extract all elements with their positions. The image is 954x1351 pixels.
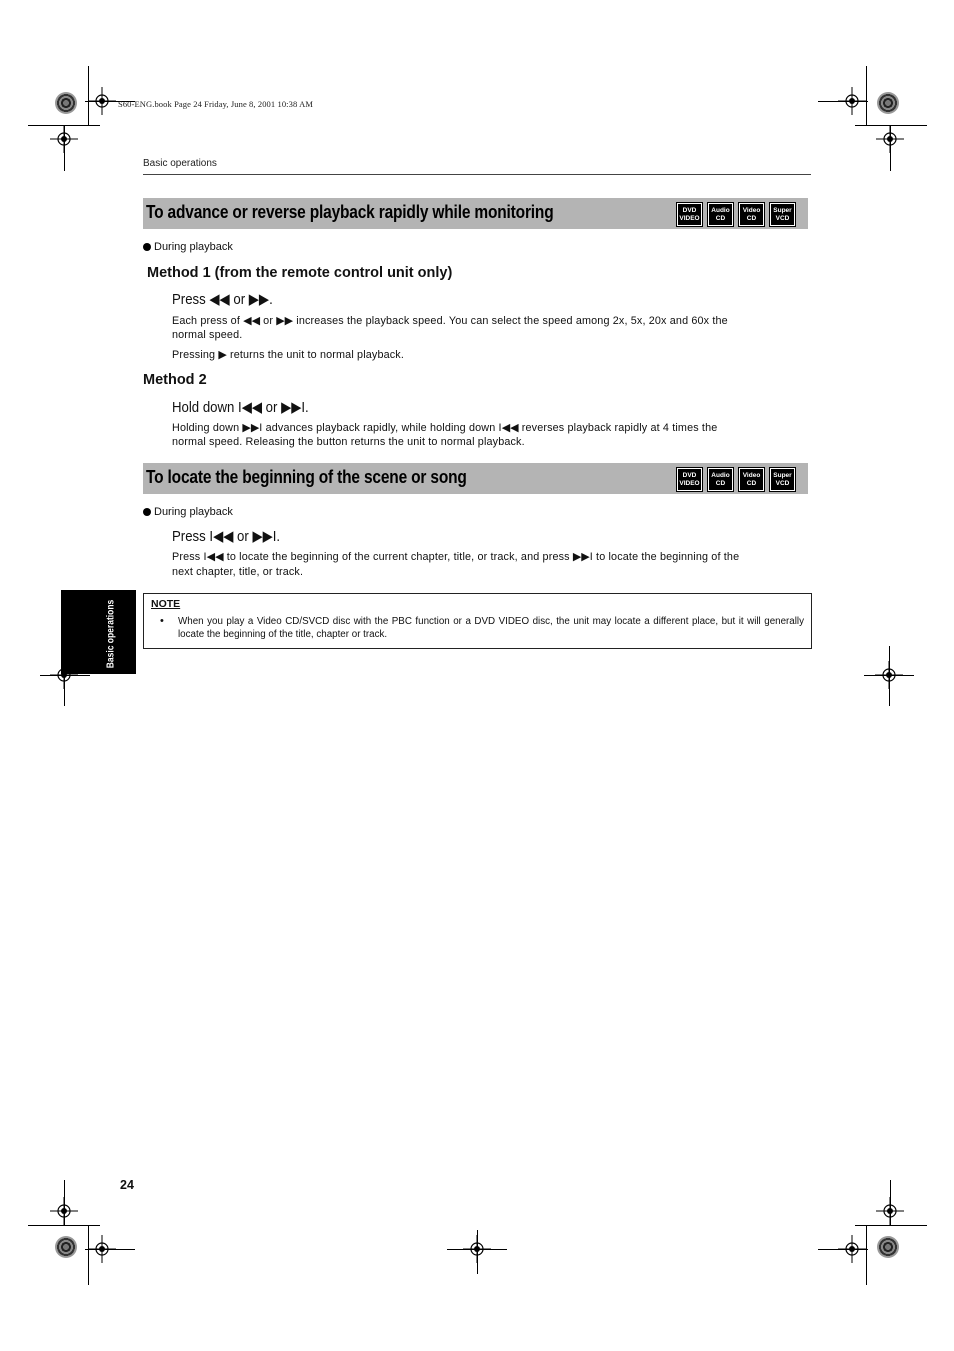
file-info-slug: S60-ENG.book Page 24 Friday, June 8, 2001 10:38 AM xyxy=(118,99,313,109)
note-text: When you play a Video CD/SVCD disc with the PBC function or a DVD VIDEO disc, the unit may locate a different place, but it will generally locate the beginning of the title, chapter or track. xyxy=(178,616,804,640)
header-rule xyxy=(143,174,811,175)
registration-disc-icon xyxy=(55,92,77,114)
video-cd-badge: Video CD xyxy=(739,203,764,226)
crosshair-icon xyxy=(88,1235,116,1263)
super-vcd-badge: Super VCD xyxy=(770,468,795,491)
condition-text: During playback xyxy=(143,241,233,253)
condition-text: During playback xyxy=(143,506,233,518)
crosshair-icon xyxy=(88,87,116,115)
audio-cd-badge: Audio CD xyxy=(708,468,733,491)
method-title: Method 1 (from the remote control unit only) xyxy=(147,265,453,281)
registration-disc-icon xyxy=(877,1236,899,1258)
disc-type-badges xyxy=(677,203,795,226)
crosshair-icon xyxy=(838,87,866,115)
section-label: Basic operations xyxy=(143,158,217,169)
crosshair-icon xyxy=(50,1197,78,1225)
instruction-text: Hold down I◀◀ or ▶▶I. xyxy=(172,399,309,416)
crosshair-icon xyxy=(463,1235,491,1263)
page-number: 24 xyxy=(120,1178,134,1192)
section-heading: To locate the beginning of the scene or song xyxy=(146,467,467,487)
side-tab-label: Basic operations xyxy=(105,599,117,669)
instruction-text: Press ◀◀ or ▶▶. xyxy=(172,291,273,308)
bullet-icon xyxy=(143,508,151,516)
description-text: Holding down ▶▶I advances playback rapidly, while holding down I◀◀ reverses playback rapidly at 4 times the xyxy=(172,422,718,434)
section-heading: To advance or reverse playback rapidly while monitoring xyxy=(146,202,554,222)
crosshair-icon xyxy=(876,1197,904,1225)
description-text: Pressing ▶ returns the unit to normal playback. xyxy=(172,349,404,361)
description-text: normal speed. Releasing the button returns the unit to normal playback. xyxy=(172,436,525,448)
audio-cd-badge: Audio CD xyxy=(708,203,733,226)
crosshair-icon xyxy=(875,661,903,689)
note-box xyxy=(143,593,812,649)
description-text: next chapter, title, or track. xyxy=(172,566,304,578)
instruction-text: Press I◀◀ or ▶▶I. xyxy=(172,528,281,545)
description-text: Press I◀◀ to locate the beginning of the current chapter, title, or track, and press ▶▶I to locate the beginning of the xyxy=(172,551,740,563)
video-cd-badge: Video CD xyxy=(739,468,764,491)
note-title: NOTE xyxy=(151,598,181,610)
crosshair-icon xyxy=(50,125,78,153)
crosshair-icon xyxy=(838,1235,866,1263)
dvd-video-badge: DVD VIDEO xyxy=(677,468,702,491)
registration-disc-icon xyxy=(55,1236,77,1258)
super-vcd-badge: Super VCD xyxy=(770,203,795,226)
note-bullet: • xyxy=(160,615,164,627)
crosshair-icon xyxy=(876,125,904,153)
method-title: Method 2 xyxy=(143,372,207,388)
dvd-video-badge: DVD VIDEO xyxy=(677,203,702,226)
registration-disc-icon xyxy=(877,92,899,114)
bullet-icon xyxy=(143,243,151,251)
section-heading-bar xyxy=(143,198,808,229)
side-chapter-tab xyxy=(61,590,136,674)
section-heading-bar xyxy=(143,463,808,494)
description-text: normal speed. xyxy=(172,329,243,341)
description-text: Each press of ◀◀ or ▶▶ increases the playback speed. You can select the speed among 2x, 5x, 20x and 60x the xyxy=(172,315,728,327)
disc-type-badges xyxy=(677,468,795,491)
